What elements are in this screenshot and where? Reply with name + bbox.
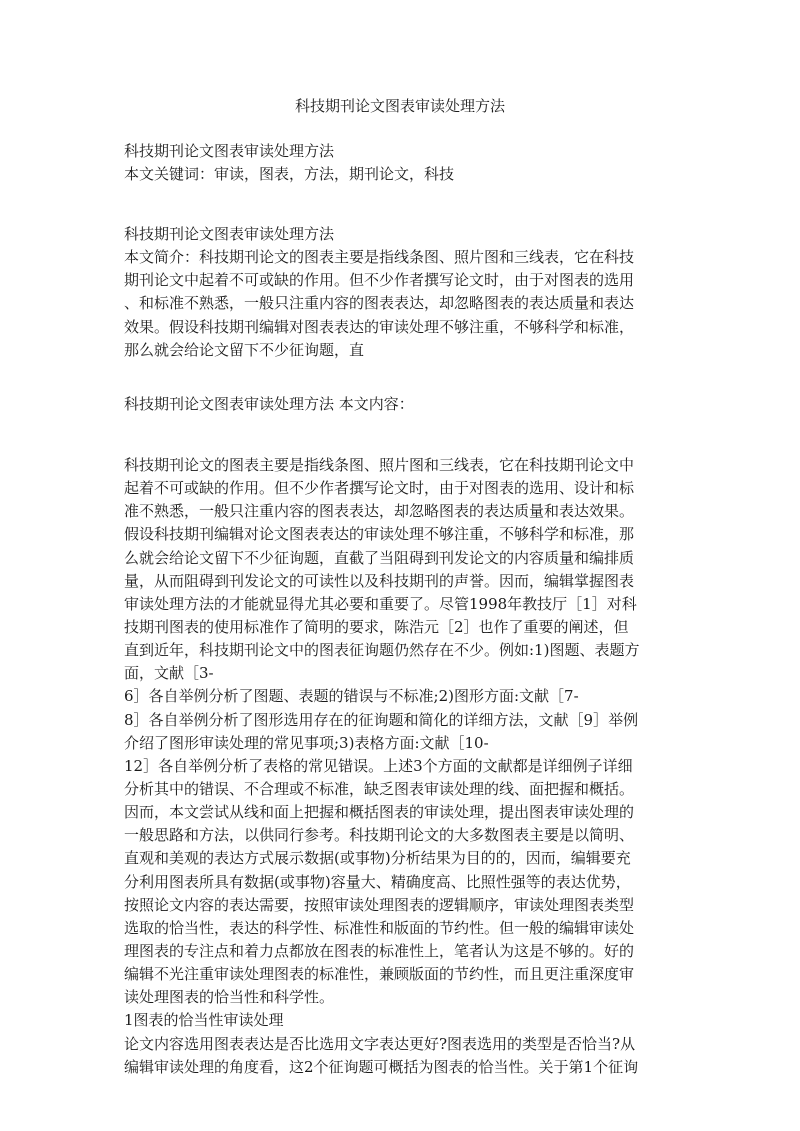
- section-heading: 1图表的恰当性审读处理: [124, 1011, 284, 1030]
- body-line: 12］各自举例分析了表格的常见错误。上述3个方面的文献都是详细例子详细: [124, 756, 633, 775]
- summary-title: 科技期刊论文图表审读处理方法: [124, 225, 335, 243]
- body-line: 按照论文内容的表达需要，按照审读处理图表的逻辑顺序，审读处理图表类型: [124, 895, 635, 914]
- content-heading: 科技期刊论文图表审读处理方法 本文内容：: [124, 395, 414, 413]
- summary-line: 效果。假设科技期刊编辑对图表表达的审读处理不够注重，不够科学和标准，: [124, 317, 635, 336]
- body-line: 直观和美观的表达方式展示数据(或事物)分析结果为目的的，因而，编辑要充: [124, 849, 631, 868]
- body-line: 起着不可或缺的作用。但不少作者撰写论文时，由于对图表的选用、设计和标: [124, 479, 635, 498]
- summary-line: 本文简介：科技期刊论文的图表主要是指线条图、照片图和三线表，它在科技: [124, 248, 635, 267]
- keywords-line: 本文关键词：审读，图表，方法，期刊论文，科技: [124, 165, 455, 184]
- document-title: 科技期刊论文图表审读处理方法: [294, 97, 505, 115]
- body-line: 审读处理方法的才能就显得尤其必要和重要了。尽管1998年教技厅［1］对科: [124, 594, 637, 613]
- body-line: 一般思路和方法，以供同行参考。科技期刊论文的大多数图表主要是以简明、: [124, 826, 635, 845]
- body-line: 理图表的专注点和着力点都放在图表的标准性上，笔者认为这是不够的。好的: [124, 941, 635, 960]
- body-line: 直到近年，科技期刊论文中的图表征询题仍然存在不少。例如:1)图题、表题方: [124, 641, 640, 660]
- body-line: 么就会给论文留下不少征询题，直截了当阻碍到刊发论文的内容质量和编排质: [124, 548, 635, 567]
- body-line: 选取的恰当性，表达的科学性、标准性和版面的节约性。但一般的编辑审读处: [124, 918, 635, 937]
- body-line: 假设科技期刊编辑对论文图表表达的审读处理不够注重，不够科学和标准，那: [124, 525, 635, 544]
- body-line: 8］各自举例分析了图形选用存在的征询题和简化的详细方法，文献［9］举例: [124, 710, 639, 729]
- body-line: 量，从而阻碍到刊发论文的可读性以及科技期刊的声誉。因而，编辑掌握图表: [124, 571, 635, 590]
- body-line: 读处理图表的恰当性和科学性。: [124, 988, 335, 1007]
- body-line: 编辑不光注重审读处理图表的标准性，兼顾版面的节约性，而且更注重深度审: [124, 965, 635, 984]
- body-line: 因而，本文尝试从线和面上把握和概括图表的审读处理，提出图表审读处理的: [124, 803, 635, 822]
- body-text: [124, 454, 678, 1079]
- keywords-block: [124, 140, 678, 186]
- body-line: 科技期刊论文的图表主要是指线条图、照片图和三线表，它在科技期刊论文中: [124, 456, 635, 474]
- summary-block: [124, 223, 678, 362]
- body-line: 6］各自举例分析了图题、表题的错误与不标准;2)图形方面:文献［7-: [124, 687, 579, 706]
- content-heading-block: [124, 393, 678, 416]
- body-line: 编辑审读处理的角度看，这2个征询题可概括为图表的恰当性。关于第1个征询: [124, 1057, 639, 1076]
- summary-line: 、和标准不熟悉，一般只注重内容的图表表达，却忽略图表的表达质量和表达: [124, 294, 635, 313]
- header-line: 科技期刊论文图表审读处理方法: [124, 142, 335, 160]
- body-line: 准不熟悉，一般只注重内容的图表表达，却忽略图表的表达质量和表达效果。: [124, 502, 635, 521]
- body-line: 分利用图表所具有数据(或事物)容量大、精确度高、比照性强等的表达优势，: [124, 872, 631, 891]
- body-line: 面，文献［3-: [124, 664, 214, 683]
- summary-line: 那么就会给论文留下不少征询题，直: [124, 340, 365, 359]
- body-line: 介绍了图形审读处理的常见事项;3)表格方面:文献［10-: [124, 733, 489, 752]
- body-line: 技期刊图表的使用标准作了简明的要求，陈浩元［2］也作了重要的阐述，但: [124, 617, 629, 636]
- body-line: 论文内容选用图表表达是否比选用文字表达更好?图表选用的类型是否恰当?从: [124, 1034, 636, 1053]
- summary-line: 期刊论文中起着不可或缺的作用。但不少作者撰写论文时，由于对图表的选用: [124, 271, 635, 290]
- body-line: 分析其中的错误、不合理或不标准，缺乏图表审读处理的线、面把握和概括。: [124, 779, 635, 798]
